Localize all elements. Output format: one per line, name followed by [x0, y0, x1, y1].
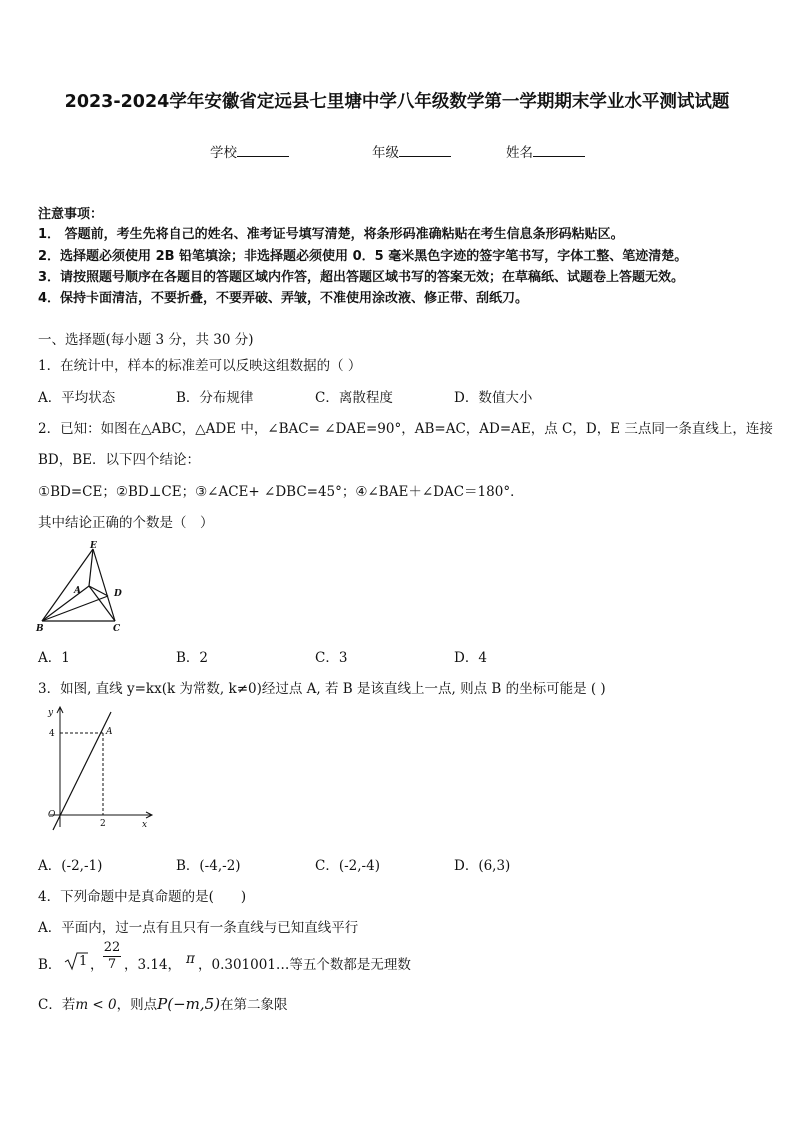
- note-item-2: 2．选择题必须使用 2B 铅笔填涂；非选择题必须使用 0．5 毫米黑色字迹的签字笔书写，字体工整、笔迹清楚。: [38, 249, 688, 264]
- segment-ac: [89, 586, 115, 621]
- q2-triangle-figure: [30, 538, 140, 634]
- segment-ba: [42, 586, 89, 621]
- note-item-4: 4．保持卡面清洁，不要折叠，不要弄破、弄皱，不准使用涂改液、修正带、刮纸刀。: [38, 291, 529, 306]
- q2-option-b: B．2: [176, 650, 209, 666]
- q4-stem: 4．下列命题中是真命题的是( ): [38, 889, 247, 905]
- q3-option-b: B．(-4,-2): [176, 858, 241, 874]
- q4-option-b-part2: ，0.301001…等五个数都是无理数: [198, 957, 411, 973]
- label-y: y: [48, 708, 54, 718]
- fraction-denominator: 7: [107, 957, 117, 972]
- name-label: 姓名: [506, 145, 533, 161]
- note-item-3: 3．请按照题号顺序在各题目的答题区域内作答，超出答题区域书写的答案无效；在草稿纸、试题卷上答题无效。: [38, 270, 685, 285]
- notes-heading: 注意事项：: [38, 207, 104, 222]
- q1-option-c: C．离散程度: [315, 390, 393, 406]
- q3-option-c: C．(-2,-4): [315, 858, 380, 874]
- school-label: 学校: [210, 145, 237, 161]
- label-a: A: [74, 586, 81, 596]
- fraction-numerator: 22: [103, 940, 121, 955]
- name-blank: [533, 144, 585, 157]
- q2-line-2: BD，BE．以下四个结论：: [38, 452, 201, 468]
- name-field: [506, 141, 585, 161]
- q4-option-b-prefix: B．: [38, 957, 62, 973]
- q2-line-4: 其中结论正确的个数是（ ）: [38, 515, 214, 531]
- point-p: P(−m,5): [157, 995, 221, 1013]
- label-point-a: A: [106, 727, 113, 737]
- school-blank: [237, 144, 289, 157]
- note-item-1: 1． 答题前，考生先将自己的姓名、准考证号填写清楚，将条形码准确粘贴在考生信息条形码粘贴区。: [38, 227, 624, 242]
- grade-blank: [399, 144, 451, 157]
- q1-option-d: D．数值大小: [454, 390, 533, 406]
- q2-option-a: A．1: [38, 650, 70, 666]
- q3-coordinate-figure: [40, 702, 160, 832]
- q2-option-c: C．3: [315, 650, 348, 666]
- segment-be: [42, 549, 93, 621]
- q3-stem: 3．如图, 直线 y=kx(k 为常数, k≠0)经过点 A, 若 B 是该直线上一点, 则点 B 的坐标可能是 ( ): [38, 681, 606, 697]
- grade-label: 年级: [372, 145, 399, 161]
- label-e: E: [90, 541, 97, 551]
- page-title: 2023-2024学年安徽省定远县七里塘中学八年级数学第一学期期末学业水平测试试题: [64, 92, 730, 112]
- label-origin: O: [48, 810, 56, 820]
- segment-ec: [93, 549, 115, 621]
- q4-option-b-part1: ，3.14，: [124, 957, 182, 973]
- q4-option-c-mid: ，则点: [116, 997, 158, 1013]
- q2-option-d: D．4: [454, 650, 487, 666]
- q1-option-b: B．分布规律: [176, 390, 254, 406]
- grade-field: [372, 141, 451, 161]
- label-d: D: [114, 589, 122, 599]
- fraction-22-7: [102, 940, 122, 973]
- label-c: C: [113, 624, 121, 634]
- label-four: 4: [49, 729, 55, 739]
- section-heading: 一、选择题(每小题 3 分，共 30 分): [38, 332, 254, 348]
- q1-option-a: A．平均状态: [38, 390, 116, 406]
- label-b: B: [36, 624, 44, 634]
- condition-m: m < 0: [75, 997, 117, 1013]
- q1-stem: 1．在统计中，样本的标准差可以反映这组数据的（ ）: [38, 358, 362, 374]
- label-two: 2: [100, 819, 106, 829]
- q2-line-1: 2．已知：如图在△ABC，△ADE 中，∠BAC= ∠DAE=90°，AB=AC，AD=AE，点 C，D，E 三点同一条直线上，连接: [38, 421, 773, 437]
- label-x: x: [142, 820, 148, 830]
- q3-option-a: A．(-2,-1): [38, 858, 103, 874]
- q4-option-c: [38, 993, 288, 1013]
- q4-option-c-end: 在第二象限: [220, 997, 288, 1013]
- sqrt-radicand: 1: [79, 954, 88, 969]
- school-field: [210, 141, 289, 161]
- pi-symbol: π: [186, 951, 195, 967]
- segment-bd: [42, 596, 108, 621]
- line-y-kx: [53, 712, 111, 830]
- q4-option-a: A．平面内，过一点有且只有一条直线与已知直线平行: [38, 920, 359, 936]
- q3-option-d: D．(6,3): [454, 858, 511, 874]
- q4-option-c-prefix: C．若: [38, 997, 76, 1013]
- q2-line-3: ①BD=CE；②BD⊥CE；③∠ACE+ ∠DBC=45°；④∠BAE＋∠DAC＝180°．: [38, 484, 524, 500]
